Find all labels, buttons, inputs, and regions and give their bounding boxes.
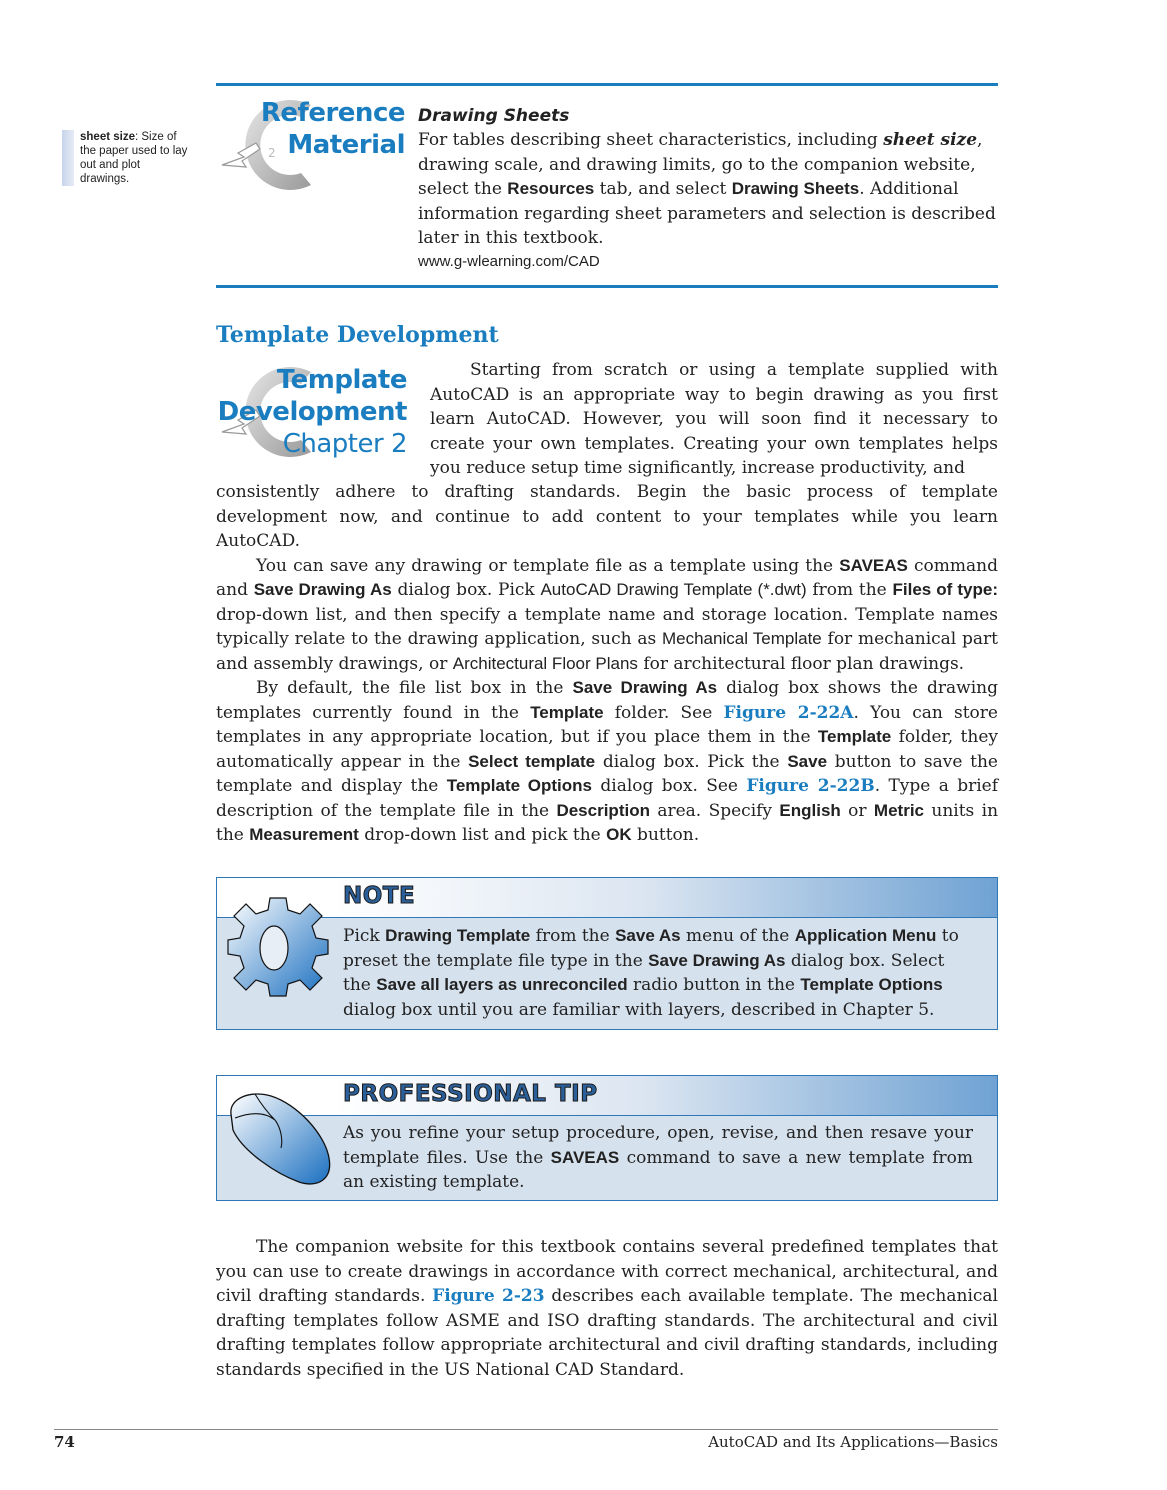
drawing-sheets-label: Drawing Sheets <box>731 179 860 198</box>
note-body: Pick Drawing Template from the Save As menu of the Application Menu to preset the template file type in the Save Drawing As dialog box. Select the Save all layers as unreconciled radio button in the Template Options dialog box until you are familiar with layers, described in Chapter 5. <box>343 926 959 1020</box>
template-logo-text: Template Development Chapter 2 <box>217 365 407 459</box>
resources-tab-label: Resources <box>507 179 595 198</box>
figure-2-22a-link[interactable]: Figure 2-22A <box>723 702 854 723</box>
figure-2-23-link[interactable]: Figure 2-23 <box>432 1286 545 1306</box>
reference-body <box>418 104 1003 273</box>
body-paragraphs <box>216 480 998 848</box>
reference-top-rule <box>216 83 998 86</box>
term-sheet-size: sheet size <box>883 130 978 150</box>
intro-paragraph-continued: consistently adhere to drafting standards. Begin the basic process of template development now, and continue to add content to your templates while you learn AutoCAD. <box>216 482 998 551</box>
template-development-logo <box>216 362 411 462</box>
companion-website-link[interactable]: www.g-wlearning.com/CAD <box>418 252 600 270</box>
note-callout <box>216 877 998 1030</box>
reference-material-logo <box>216 95 411 195</box>
section-heading: Template Development <box>216 322 499 348</box>
glossary-term: sheet size <box>80 131 135 143</box>
note-header <box>217 878 997 918</box>
glossary-text <box>80 130 192 186</box>
paragraph-saveas: You can save any drawing or template file as a template using the SAVEAS command and Save Drawing As dialog box. Pick AutoCAD Drawing Template (*.dwt) from the Files of type: drop-down list, and then specify a template name and storage location. Template names typically relate to the drawing application, such as Mechanical Template for mechanical part and assembly drawings, or Architectural Floor Plans for architectural floor plan drawings. <box>216 555 998 674</box>
reference-title: Drawing Sheets <box>418 106 570 126</box>
intro-paragraph-top: Starting from scratch or using a template supplied with AutoCAD is an appropriate way to begin drawing as you first learn AutoCAD. However, you will soon find it necessary to create your own templates. Creating your own templates helps you reduce setup time significantly, increase productivity, and <box>430 360 998 478</box>
figure-2-22b-link[interactable]: Figure 2-22B <box>746 776 875 796</box>
mouse-icon <box>221 1082 337 1192</box>
reference-text: For tables describing sheet characteristics, including sheet size, drawing scale, and drawing limits, go to the companion website, select the Resources tab, and select Drawing Sheets. Additional information regarding sheet parameters and selection is described later in this textbook. <box>418 130 996 248</box>
tip-body: As you refine your setup procedure, open, revise, and then resave your template files. Use the SAVEAS command to save a new template from an existing template. <box>343 1123 973 1192</box>
gear-icon <box>223 886 333 1006</box>
running-title: AutoCAD and Its Applications—Basics <box>708 1433 998 1451</box>
footer-rule <box>54 1429 998 1430</box>
margin-glossary-note <box>62 130 192 186</box>
reference-bottom-rule <box>216 285 998 288</box>
note-title: NOTE <box>343 883 416 909</box>
page-number: 74 <box>54 1433 75 1451</box>
companion-paragraph: The companion website for this textbook contains several predefined templates that you can use to create drawings in accordance with correct mechanical, architectural, and civil drafting standards. Figure 2-23 describes each available template. The mechanical drafting templates follow ASME and ISO drafting standards. The architectural and civil drafting templates follow appropriate architectural and civil drafting standards, including standards specified in the US National CAD Standard. <box>216 1237 998 1380</box>
paragraph-default-location: By default, the file list box in the Save Drawing As dialog box shows the drawing templates currently found in the Template folder. See Figure 2-22A. You can store templates in any appropriate location, but if you place them in the Template folder, they automatically appear in the Select template dialog box. Pick the Save button to save the template and display the Template Options dialog box. See Figure 2-22B. Type a brief description of the template file in the Description area. Specify English or Metric units in the Measurement drop-down list and pick the OK button. <box>216 678 999 845</box>
glossary-definition: : Size of the paper used to lay out and plot drawings. <box>80 131 188 185</box>
svg-text:2: 2 <box>268 146 276 160</box>
professional-tip-callout <box>216 1075 998 1201</box>
tip-title: PROFESSIONAL TIP <box>343 1081 598 1107</box>
margin-bar <box>62 130 74 186</box>
reference-logo-text: Reference Material <box>260 98 405 160</box>
